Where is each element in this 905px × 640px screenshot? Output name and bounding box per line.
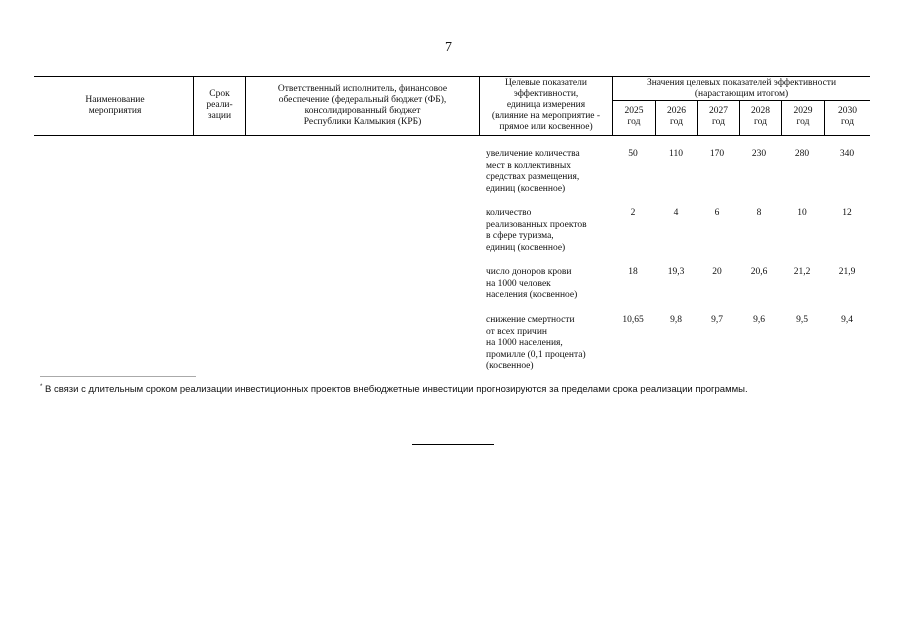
header-term: Срок реали- зации <box>206 89 233 121</box>
header-name: Наименование мероприятия <box>85 95 145 116</box>
value-2028: 9,6 <box>753 315 765 325</box>
footnote-separator <box>40 376 196 377</box>
year-2028: 2028 год <box>751 106 770 127</box>
indicator-label: количество реализованных проектов в сфере туризма, единиц (косвенное) <box>486 208 587 253</box>
value-2030: 340 <box>839 149 855 159</box>
value-2025: 10,65 <box>622 315 644 325</box>
value-2029: 280 <box>794 149 810 159</box>
value-2027: 6 <box>714 208 720 218</box>
footnote-text: В связи с длительным сроком реализации инвестиционных проектов внебюджетные инвестиции прогнозируются за пределами срока реализации программы. <box>42 384 748 396</box>
year-2026: 2026 год <box>667 106 686 127</box>
header-values: Значения целевых показателей эффективности (нарастающим итогом) <box>646 78 837 99</box>
header-indicator: Целевые показатели эффективности, единица измерения (влияние на мероприятие - прямое или косвенное) <box>491 78 601 132</box>
value-2027: 9,7 <box>711 315 723 325</box>
value-2025: 2 <box>630 208 636 218</box>
value-2029: 10 <box>797 208 807 218</box>
footnote <box>40 384 748 395</box>
indicator-label: снижение смертности от всех причин на 1000 населения, промилле (0,1 процента) (косвенное) <box>486 315 586 371</box>
value-2030: 9,4 <box>841 315 853 325</box>
value-2028: 230 <box>751 149 767 159</box>
indicator-label: число доноров крови на 1000 человек населения (косвенное) <box>486 267 578 300</box>
value-2025: 50 <box>628 149 638 159</box>
value-2026: 110 <box>669 149 683 159</box>
year-2029: 2029 год <box>793 106 813 127</box>
value-2027: 20 <box>712 267 722 277</box>
year-2030: 2030 год <box>838 106 857 127</box>
value-2028: 20,6 <box>750 267 768 277</box>
value-2026: 19,3 <box>667 267 685 277</box>
value-2026: 9,8 <box>670 315 682 325</box>
header-bottom-rule <box>34 135 870 136</box>
value-2029: 21,2 <box>793 267 811 277</box>
value-2027: 170 <box>709 149 725 159</box>
value-2030: 12 <box>842 208 852 218</box>
page-number: 7 <box>445 40 452 55</box>
value-2026: 4 <box>673 208 679 218</box>
value-2028: 8 <box>756 208 762 218</box>
year-2027: 2027 год <box>709 106 728 127</box>
footnote-mark: * <box>40 384 43 390</box>
value-2030: 21,9 <box>838 267 856 277</box>
end-of-document-rule <box>412 444 494 445</box>
header-executor: Ответственный исполнитель, финансовое обеспечение (федеральный бюджет (ФБ), консолидированный бюджет Республики Калмыкия (КРБ) <box>277 84 448 127</box>
value-2029: 9,5 <box>796 315 808 325</box>
years-divider-rule <box>612 100 870 101</box>
indicator-label: увеличение количества мест в коллективных средствах размещения, единиц (косвенное) <box>486 149 580 194</box>
table-top-rule <box>34 76 870 77</box>
year-2025: 2025 год <box>624 106 644 127</box>
value-2025: 18 <box>628 267 638 277</box>
